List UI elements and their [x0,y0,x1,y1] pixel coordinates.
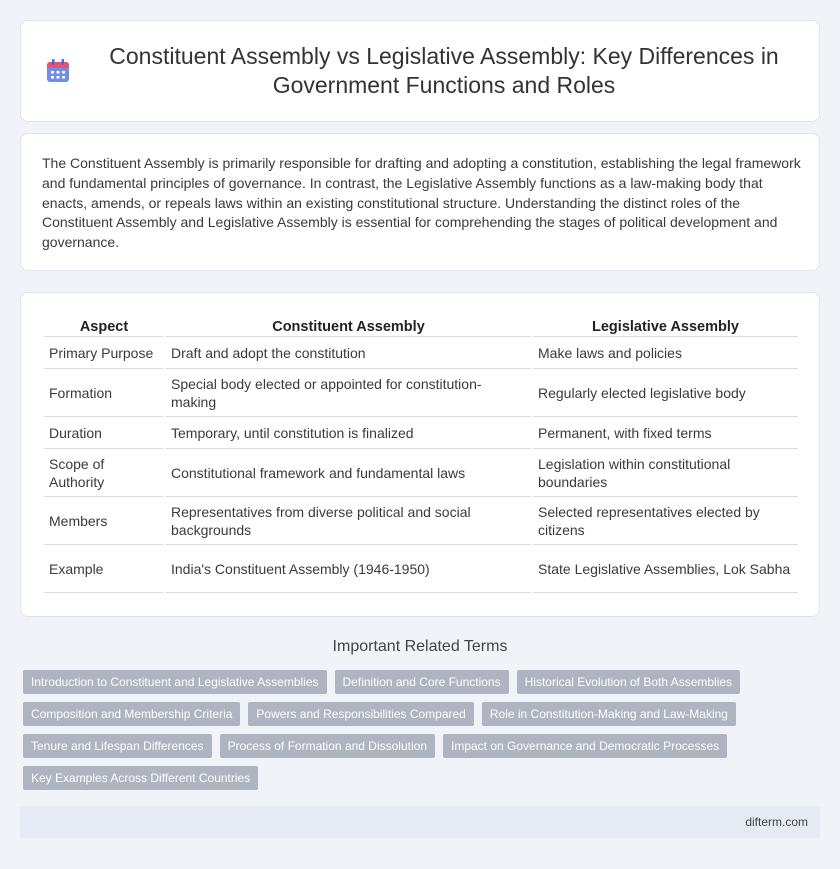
related-term-tag[interactable]: Introduction to Constituent and Legislative Assemblies [23,670,327,694]
table-row [44,497,798,545]
cell-legislative: Selected representatives elected by citizens [533,497,798,545]
cell-aspect: Example [44,545,164,593]
table-row [44,337,798,369]
related-term-tag[interactable]: Historical Evolution of Both Assemblies [517,670,740,694]
cell-constituent: Special body elected or appointed for constitution-making [166,369,531,417]
related-term-tag[interactable]: Definition and Core Functions [335,670,509,694]
intro-paragraph: The Constituent Assembly is primarily responsible for drafting and adopting a constitution, establishing the legal framework and fundamental principles of governance. In contrast, the Legislative Assembly functions as a law-making body that enacts, amends, or repeals laws within an existing constitutional structure. Understanding the distinct roles of the Constituent Assembly and Legislative Assembly is essential for comprehending the stages of political development and governance. [42,155,801,251]
table-row [44,545,798,593]
header-legislative-assembly: Legislative Assembly [533,315,798,337]
table-header-row [44,315,798,337]
related-term-tag[interactable]: Key Examples Across Different Countries [23,766,258,790]
table-row [44,417,798,449]
calendar-icon [45,58,71,84]
page-title: Constituent Assembly vs Legislative Assembly: Key Differences in Government Functions and Roles [109,43,779,98]
cell-legislative: State Legislative Assemblies, Lok Sabha [533,545,798,593]
related-terms-list [23,670,803,798]
cell-constituent: Representatives from diverse political and social backgrounds [166,497,531,545]
related-terms-title: Important Related Terms [332,638,508,655]
cell-constituent: Temporary, until constitution is finalized [166,417,531,449]
cell-aspect: Scope of Authority [44,449,164,497]
cell-constituent: Draft and adopt the constitution [166,337,531,369]
header-card [20,20,820,122]
comparison-table-card [20,292,820,617]
footer [20,806,820,838]
related-term-tag[interactable]: Role in Constitution-Making and Law-Making [482,702,736,726]
cell-constituent: Constitutional framework and fundamental laws [166,449,531,497]
cell-legislative: Permanent, with fixed terms [533,417,798,449]
related-term-tag[interactable]: Tenure and Lifespan Differences [23,734,212,758]
cell-aspect: Members [44,497,164,545]
related-term-tag[interactable]: Composition and Membership Criteria [23,702,240,726]
related-term-tag[interactable]: Impact on Governance and Democratic Processes [443,734,727,758]
cell-legislative: Legislation within constitutional boundaries [533,449,798,497]
footer-site-link[interactable]: difterm.com [745,815,808,829]
header-aspect: Aspect [44,315,164,337]
cell-legislative: Make laws and policies [533,337,798,369]
table-row [44,449,798,497]
related-term-tag[interactable]: Process of Formation and Dissolution [220,734,435,758]
comparison-table [42,315,800,593]
intro-card [20,133,820,271]
table-row [44,369,798,417]
related-term-tag[interactable]: Powers and Responsibilities Compared [248,702,473,726]
header-constituent-assembly: Constituent Assembly [166,315,531,337]
cell-aspect: Formation [44,369,164,417]
cell-aspect: Primary Purpose [44,337,164,369]
cell-constituent: India's Constituent Assembly (1946-1950) [166,545,531,593]
cell-aspect: Duration [44,417,164,449]
cell-legislative: Regularly elected legislative body [533,369,798,417]
